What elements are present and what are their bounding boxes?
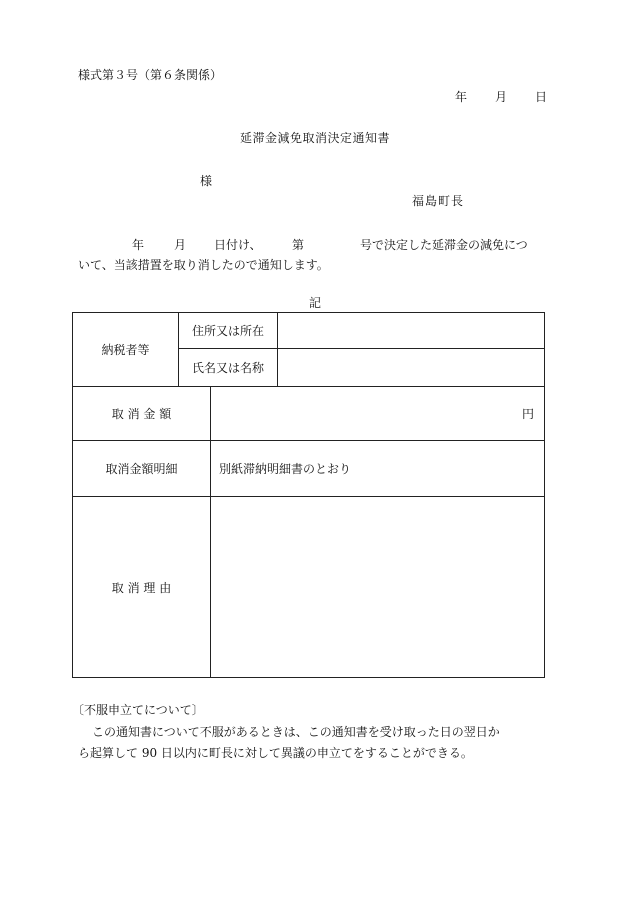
detail-label: 取消金額明細 [73, 441, 211, 497]
form-number: 様式第３号（第６条関係） [78, 68, 223, 82]
name-value [278, 349, 545, 387]
reason-value [211, 497, 545, 678]
body-date-suffix: 日付け、 [214, 238, 262, 252]
reason-label: 取 消 理 由 [73, 497, 211, 678]
date-year-label: 年 [455, 90, 468, 104]
detail-value: 別紙滞納明細書のとおり [211, 441, 545, 497]
body-month-label: 月 [174, 238, 187, 252]
body-dai-label: 第 [292, 238, 305, 252]
document-title: 延滞金減免取消決定通知書 [239, 131, 390, 145]
body-year-label: 年 [132, 238, 145, 252]
ki-heading: 記 [308, 296, 321, 310]
amount-unit: 円 [211, 387, 545, 441]
appeal-line-1: この通知書について不服があるときは、この通知書を受け取った日の翌日か [92, 725, 500, 739]
amount-label: 取 消 金 額 [73, 387, 211, 441]
body-line-1 [78, 236, 548, 254]
date-day-label: 日 [535, 90, 548, 104]
address-row [73, 313, 545, 349]
issuer-name: 福島町長 [412, 194, 465, 208]
notice-table [72, 312, 545, 678]
detail-row [73, 441, 545, 497]
address-value [278, 313, 545, 349]
appeal-heading: 〔不服申立てについて〕 [72, 703, 204, 717]
body-line-2: いて、当該措置を取り消したので通知します。 [78, 258, 329, 272]
addressee-suffix: 様 [200, 174, 213, 188]
address-label: 住所又は所在 [179, 313, 278, 349]
appeal-line-2: ら起算して 90 日以内に町長に対して異議の申立てをすることができる。 [78, 746, 473, 760]
reason-row [73, 497, 545, 678]
taxpayer-label: 納税者等 [73, 313, 179, 387]
date-month-label: 月 [495, 90, 508, 104]
amount-row [73, 387, 545, 441]
body-rest-line-1: 号で決定した延滞金の減免につ [360, 238, 528, 252]
name-label: 氏名又は名称 [179, 349, 278, 387]
